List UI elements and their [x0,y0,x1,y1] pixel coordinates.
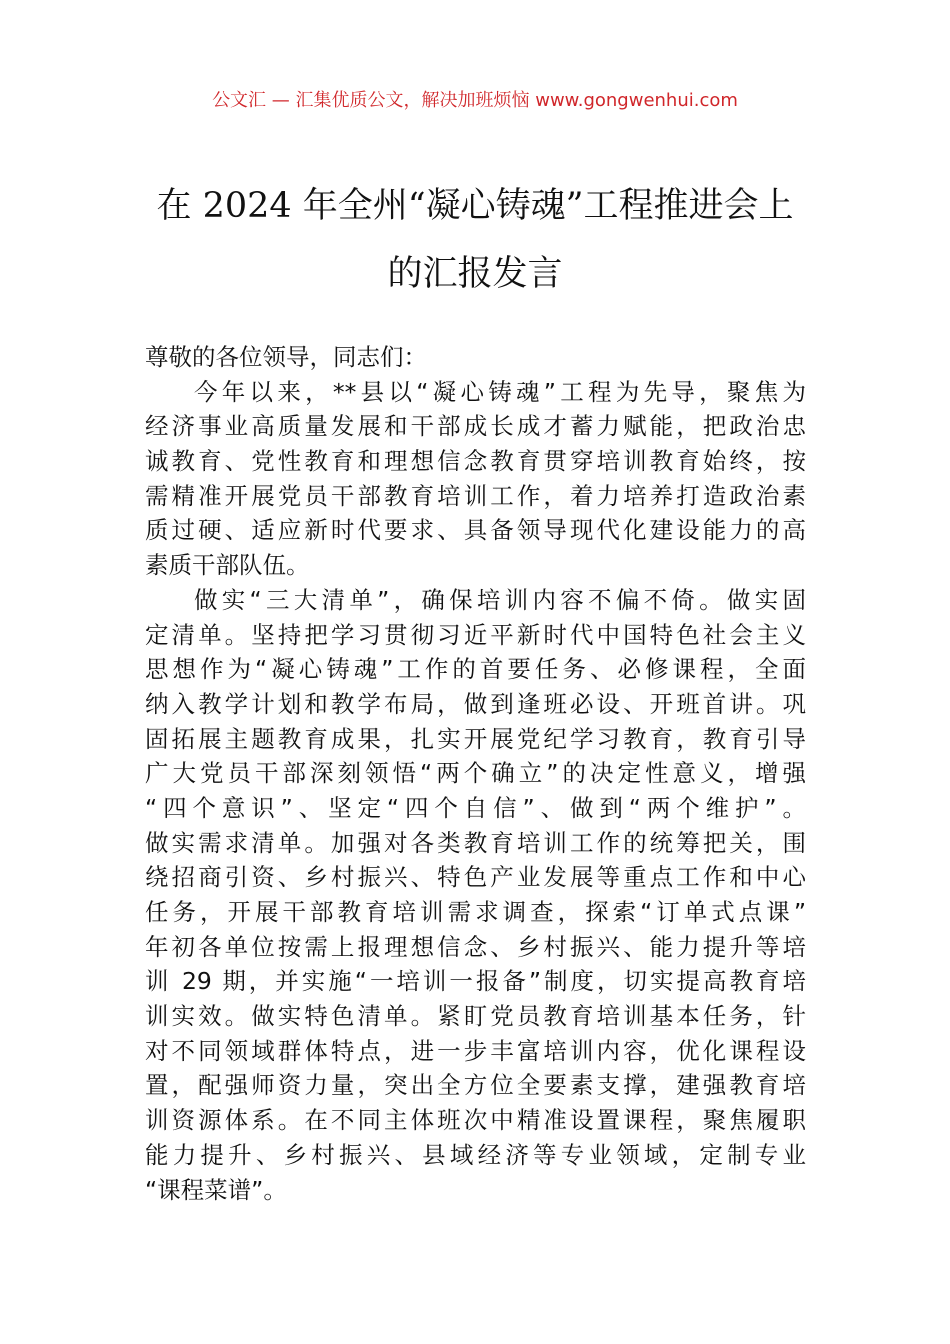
body-text-line: “课程菜谱”。 [145,1175,287,1204]
body-text-line: 定清单。坚持把学习贯彻习近平新时代中国特色社会主义 [145,620,806,649]
body-text-line: 做实“三大清单”，确保培训内容不偏不倚。做实固 [194,585,806,614]
body-text-line: 需精准开展党员干部教育培训工作，着力培养打造政治素 [145,481,806,510]
document-title-line-2: 的汇报发言 [387,254,563,294]
body-text-line: 经济事业高质量发展和干部成长成才蓄力赋能，把政治忠 [145,412,806,441]
body-text-line: “四个意识”、坚定“四个自信”、做到“两个维护”。 [145,793,806,822]
body-text-line: 质过硬、适应新时代要求、具备领导现代化建设能力的高 [145,516,806,545]
watermark-header: 公文汇 — 汇集优质公文，解决加班烦恼 www.gongwenhui.com [212,90,738,111]
body-text-line: 训资源体系。在不同主体班次中精准设置课程，聚焦履职 [145,1106,806,1135]
body-text-line: 纳入教学计划和教学布局，做到逢班必设、开班首讲。巩 [145,689,806,718]
body-text-line: 训 29 期，并实施“一培训一报备”制度，切实提高教育培 [145,967,806,996]
body-text-line: 绕招商引资、乡村振兴、特色产业发展等重点工作和中心 [145,863,806,892]
body-text-line: 能力提升、乡村振兴、县域经济等专业领域，定制专业 [145,1140,806,1169]
body-text-line: 任务，开展干部教育培训需求调查，探索“订单式点课” [145,898,806,926]
body-text-line: 今年以来，**县以“凝心铸魂”工程为先导，聚焦为 [194,377,806,406]
body-text-line: 素质干部队伍。 [145,551,310,580]
body-text-line: 年初各单位按需上报理想信念、乡村振兴、能力提升等培 [145,932,806,961]
body-text-line: 思想作为“凝心铸魂”工作的首要任务、必修课程，全面 [145,655,806,684]
document-title-line-1: 在 2024 年全州“凝心铸魂”工程推进会上 [156,186,794,226]
body-text-line: 置，配强师资力量，突出全方位全要素支撑，建强教育培 [145,1071,806,1100]
body-text-line: 广大党员干部深刻领悟“两个确立”的决定性意义，增强 [145,759,806,788]
document-body [145,340,806,1207]
body-text-line: 做实需求清单。加强对各类教育培训工作的统筹把关，围 [145,828,806,857]
body-text-line: 对不同领域群体特点，进一步丰富培训内容，优化课程设 [145,1036,806,1065]
body-text-line: 诚教育、党性教育和理想信念教育贯穿培训教育始终，按 [145,447,806,476]
salutation: 尊敬的各位领导，同志们： [145,343,427,371]
body-text-line: 训实效。做实特色清单。紧盯党员教育培训基本任务，针 [145,1002,806,1031]
body-text-line: 固拓展主题教育成果，扎实开展党纪学习教育，教育引导 [145,724,806,753]
